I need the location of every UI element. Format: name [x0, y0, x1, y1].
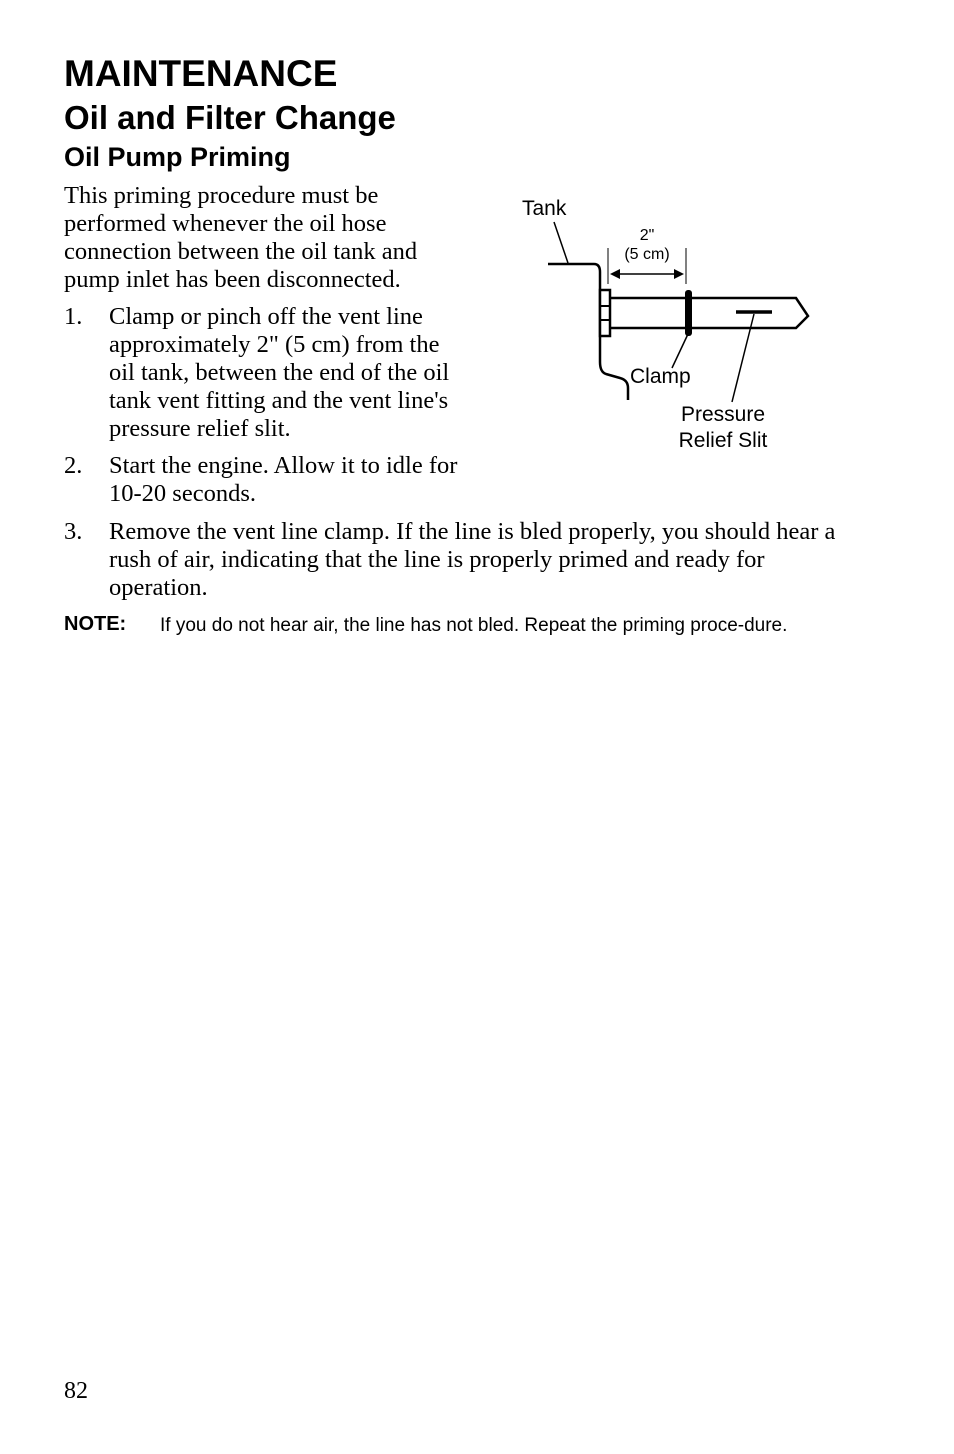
vent-line-hose [610, 298, 808, 328]
note-label: NOTE: [64, 613, 127, 635]
clamp-leader-line [672, 334, 688, 368]
subsection-title: Oil Pump Priming [64, 142, 291, 172]
note-text: If you do not hear air, the line has not bled. Repeat the priming proce-dure. [160, 615, 788, 636]
tank-wall [548, 264, 628, 400]
relief-slit-label: Relief Slit [678, 429, 768, 452]
dimension-inches-label: 2" [639, 227, 655, 244]
arrow-left-icon [610, 269, 620, 279]
clamp [685, 290, 692, 336]
step-text: Start the engine. Allow it to idle for 10-20 seconds. [109, 452, 458, 507]
pressure-label: Pressure [680, 403, 766, 426]
page-title: Oil and Filter Change [64, 99, 396, 136]
page-number: 82 [64, 1378, 88, 1404]
step-number: 1. [64, 303, 83, 330]
step-number: 3. [64, 518, 83, 545]
step-3 [64, 518, 884, 608]
dimension-cm-label: (5 cm) [624, 246, 670, 263]
note [64, 612, 864, 662]
step-number: 2. [64, 452, 83, 479]
vent-fitting [600, 290, 610, 336]
step-text: Clamp or pinch off the vent line approximately 2" (5 cm) from the oil tank, between the end of the oil tank vent fitting and the vent line's pressure relief slit. [109, 303, 450, 442]
vent-line-diagram [510, 188, 830, 468]
tank-label: Tank [522, 197, 567, 220]
tank-leader-line [554, 222, 568, 263]
step-text: Remove the vent line clamp. If the line is bled properly, you should hear a rush of air, indicating that the line is properly primed and ready for operation. [109, 518, 836, 601]
clamp-label: Clamp [630, 365, 691, 388]
arrow-right-icon [674, 269, 684, 279]
step-2 [64, 452, 484, 512]
step-1 [64, 303, 464, 442]
section-title: MAINTENANCE [64, 53, 338, 94]
intro-paragraph: This priming procedure must be performed whenever the oil hose connection between the oil tank and pump inlet has been disconnected. [64, 182, 418, 293]
